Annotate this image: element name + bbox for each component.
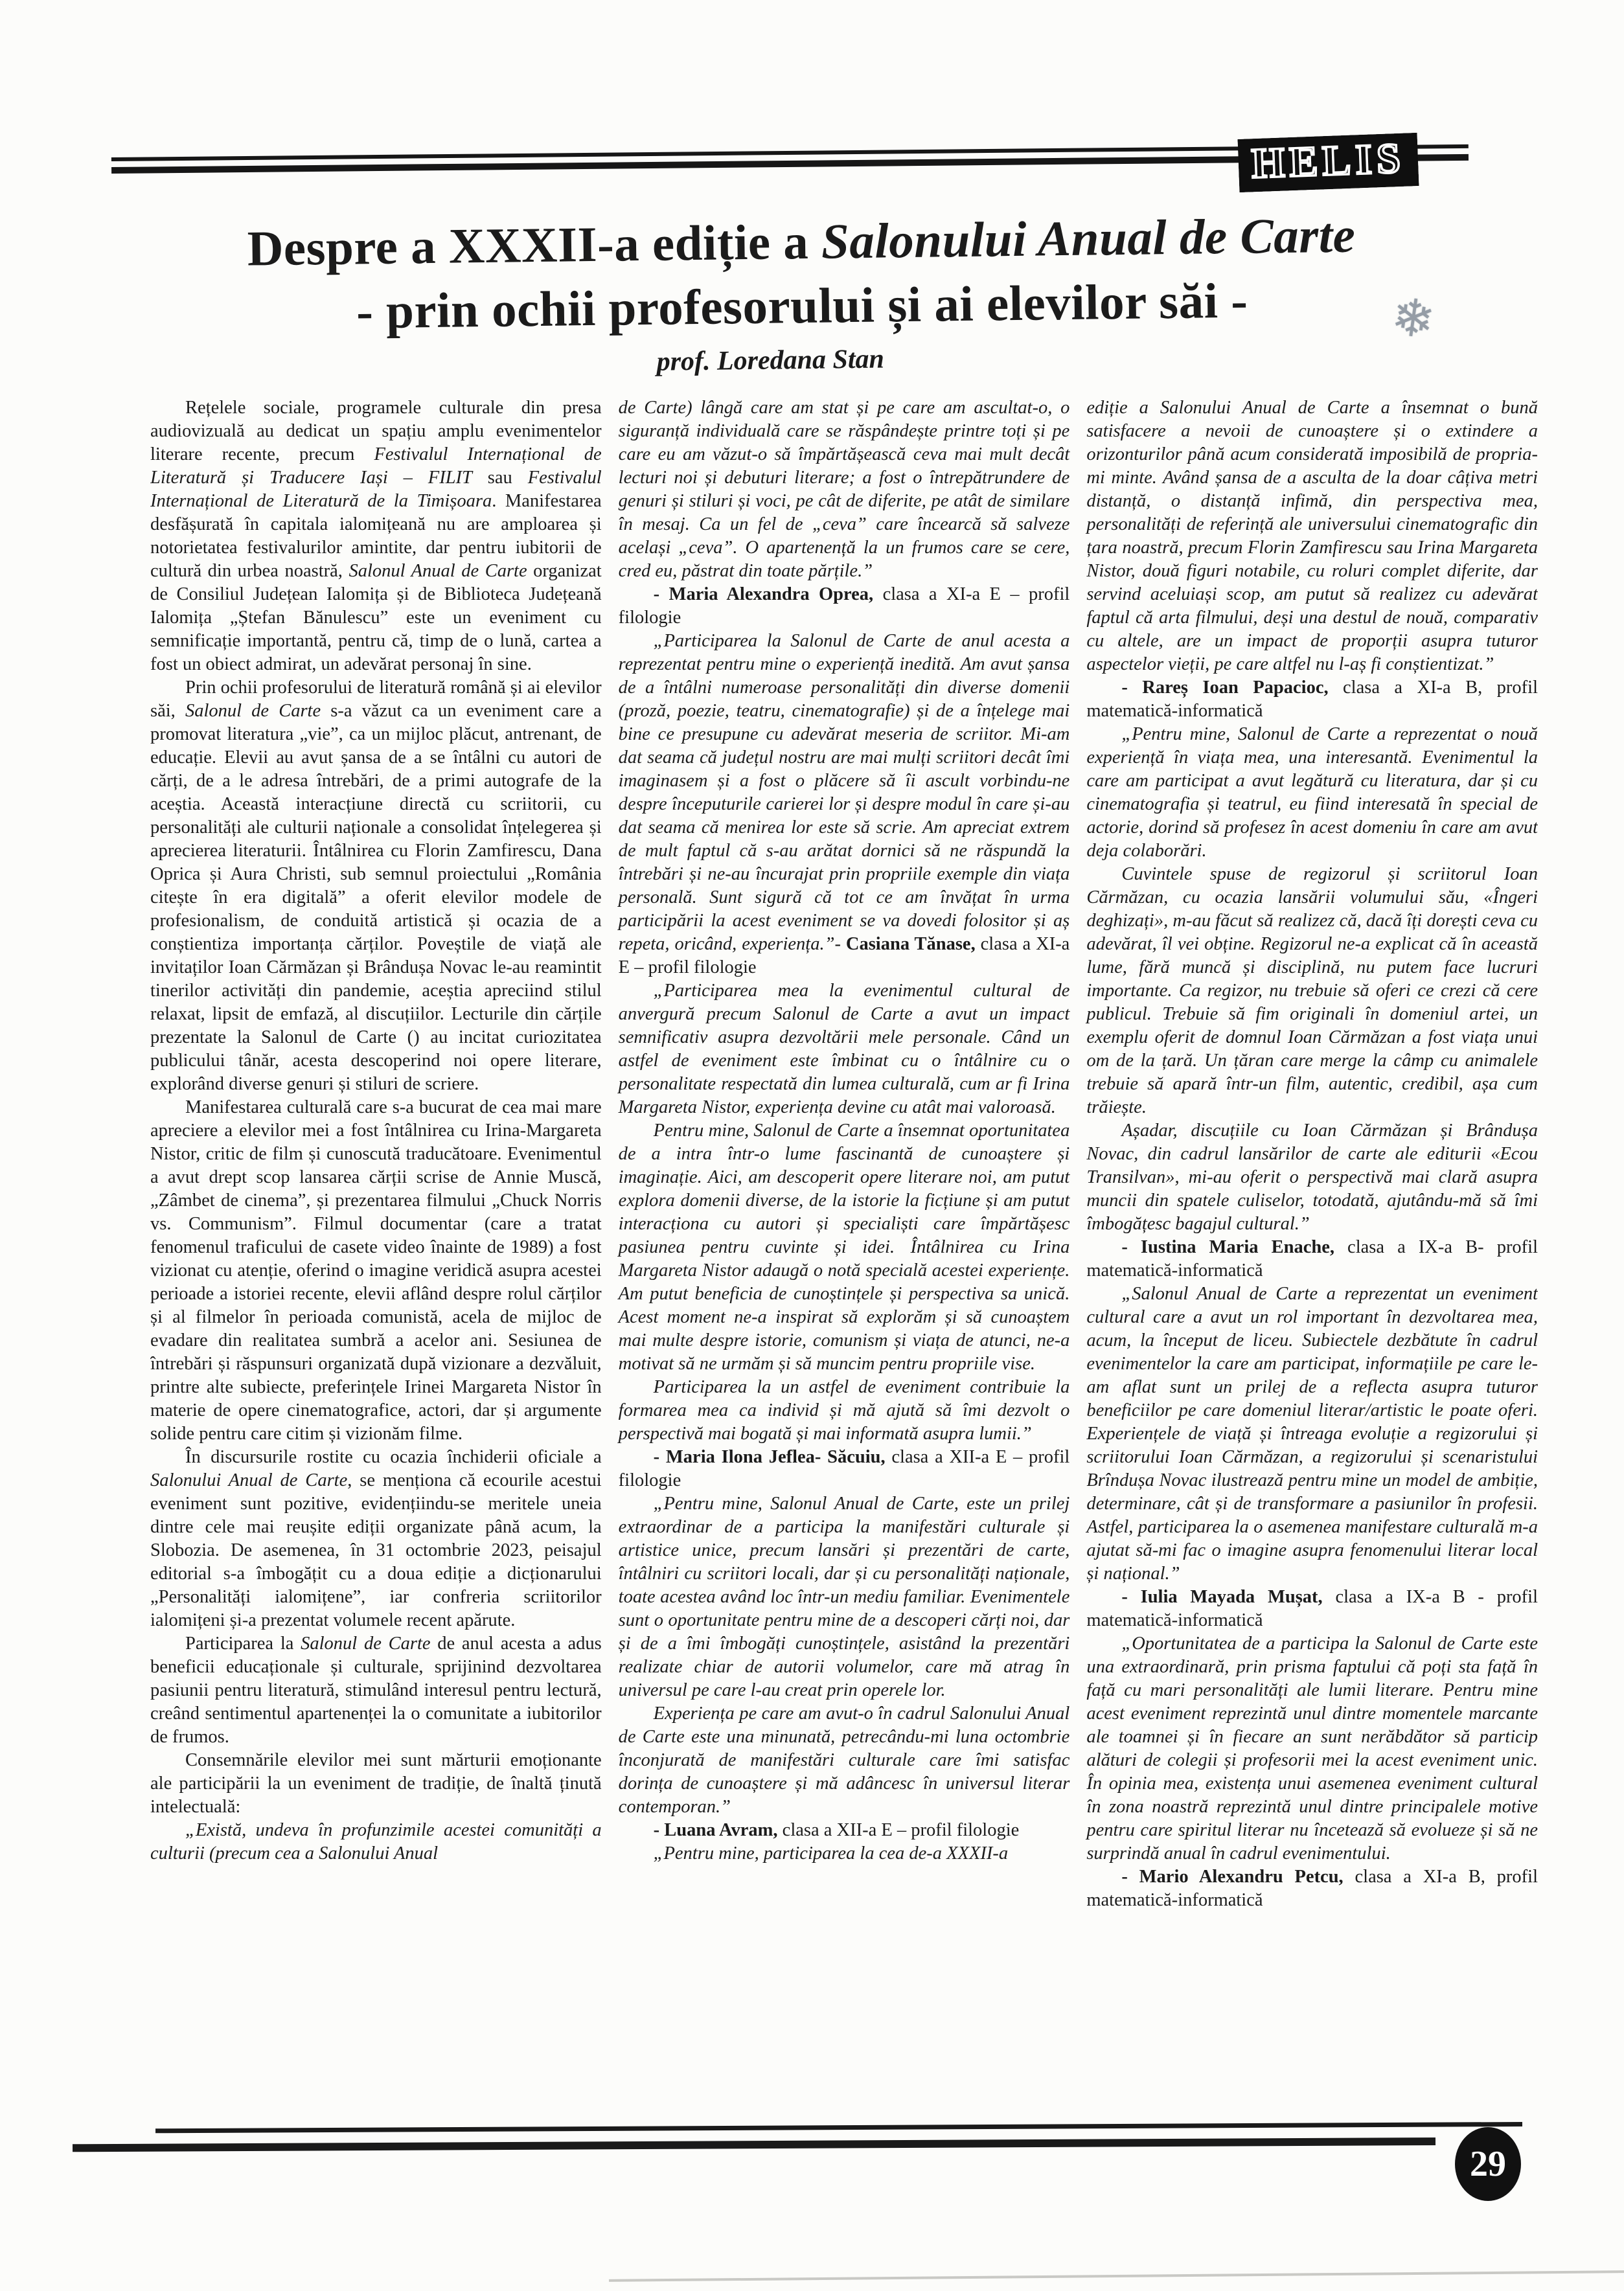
paragraph xyxy=(619,1819,1070,1842)
paragraph xyxy=(619,583,1070,630)
paragraph xyxy=(1086,1236,1538,1282)
text-segment: Prin ochii profesorului de literatură română și ai elevilor săi, xyxy=(150,678,602,721)
text-segment: clasa a XI-a B, profil matematică-informatică xyxy=(1086,1867,1538,1910)
text-segment: „Pentru mine, Salonul de Carte a reprezentat o nouă experiență în viața mea, una interesantă. Evenimentul la care am participat a avut legătură cu literatura, dar și cu cinematografia și teatrul, eu fiind interesată în special de actorie, dorind să profesez în acest domeniu în care am avut deja colaborări. xyxy=(1086,724,1538,861)
text-segment: organizat de Consiliul Județean Ialomița și de Biblioteca Județeană Ialomița „Ștefan Bănulescu” este un eveniment cu semnificație importantă, pentru că, timp de o lună, cartea a fost un obiect admirat, un adevărat personaj în sine. xyxy=(150,561,602,674)
text-segment: - Maria Alexandra Oprea, xyxy=(653,584,874,604)
paragraph xyxy=(1086,1586,1538,1632)
paragraph xyxy=(619,1376,1070,1446)
paragraph xyxy=(619,1119,1070,1376)
text-segment: de anul acesta a adus beneficii educaționale și culturale, sprijinind dezvoltarea pasiunii pentru literatură, stimulând interesul pentru lectură, creând sentimentul apartenenței la o comunitate a iubitorilor de frumos. xyxy=(150,1634,602,1747)
text-segment: de Carte) lângă care am stat și pe care am ascultat-o, o siguranță individuală care se răspândește printre toți și pe care eu am văzut-o să împărtășească ceva mai mult decât lecturi noi și debuturi literare; a fost o întrepătrundere de genuri și stiluri și voci, pe cât de diferite, pe atât de similare în mesaj. Ca un fel de „ceva” care încearcă să salveze același „ceva”. O apartenență la un frumos care se cere, cred eu, păstrat din toate părțile.” xyxy=(618,398,1070,581)
text-segment: Festivalul Internațional de Literatură și Traducere Iași – FILIT xyxy=(150,444,602,488)
text-segment: Salonul de Carte xyxy=(301,1634,431,1654)
title-italic-part: Salonului Anual de Carte xyxy=(821,207,1356,269)
text-segment: Participarea la xyxy=(185,1634,301,1654)
article-header xyxy=(108,204,1496,384)
text-segment: clasa a XII-a E – profil filologie xyxy=(777,1820,1020,1840)
paragraph xyxy=(150,1096,602,1446)
page-number-badge xyxy=(1455,2127,1521,2201)
text-segment: Manifestarea culturală care s-a bucurat de cea mai mare apreciere a elevilor mei a fost întâlnirea cu Irina-Margareta Nistor, critic de film și cunoscută traducătoare. Evenimentul a avut drept scop lansarea cărții scrise de Annie Muscă, „Zâmbet de cinema”, și prezentarea filmului „Chuck Norris vs. Communism”. Filmul documentar (care a tratat fenomenul traficului de casete video înainte de 1989) a fost vizionat cu atenție, oferind o imagine veridică asupra acestei perioade a istoriei recente, elevii aflând despre rolul cărților și al filmelor în perioada comunistă, acela de mijloc de evadare din realitatea sumbră a acelor ani. Sesiunea de întrebări și răspunsuri organizată după vizionare a dezvăluit, printre alte subiecte, preferințele Irinei Margareta Nistor în materie de opere cinematografice, actori, dar și argumente solide pentru care citim și vizionăm filme. xyxy=(150,1097,602,1444)
page-number: 29 xyxy=(1470,2144,1506,2184)
text-segment: - Rareș Ioan Papacioc, xyxy=(1121,678,1329,698)
title-regular-part: Despre a XXXII-a ediție a xyxy=(247,213,822,277)
paragraph xyxy=(1086,396,1538,676)
text-segment: „Există, undeva în profunzimile acestei comunități a culturii (precum cea a Salonului Anual xyxy=(150,1820,602,1864)
text-segment: Participarea la un astfel de eveniment contribuie la formarea mea ca individ și mă ajută să îmi dezvolt o perspectivă mai bogată și mai informată asupra lumii.” xyxy=(618,1377,1070,1444)
paragraph xyxy=(150,1446,602,1632)
text-segment: Cuvintele spuse de regizorul și scriitorul Ioan Cărmăzan, cu ocazia lansării volumului său, «Îngeri deghizați», m-au făcut să realizez că, dacă îți dorești ceva cu adevărat, îl vei obține. Regizorul ne-a explicat că în această lume, fără muncă și disciplină, nu putem face lucruri importante. Ca regizor, nu trebuie să oferi ce crezi că cere publicul. Trebuie să fim originali în domeniul artei, un exemplu oferit de domnul Ioan Cărmăzan a fost viața unui om de la țară. Un țăran care merge la câmp cu animalele trebuie să apară într-un film, autentic, credibil, așa cum trăiește. xyxy=(1086,864,1538,1117)
paragraph xyxy=(619,1702,1070,1819)
scan-artifact-line xyxy=(609,2270,1624,2282)
paragraph xyxy=(1086,1632,1538,1865)
article-column-3 xyxy=(1086,396,1538,2127)
text-segment: Așadar, discuțiile cu Ioan Cărmăzan și Brândușa Novac, din cadrul lansărilor de carte ale editurii «Ecou Transilvan», mi-au oferit o perspectivă mai clară asupra muncii din spatele culiselor, totodată, ajutându-mă să îmi îmbogățesc bagajul cultural.” xyxy=(1086,1121,1538,1234)
text-segment: clasa a XI-a E – profil filologie xyxy=(618,934,1070,977)
paragraph xyxy=(1086,1865,1538,1912)
text-segment: - Mario Alexandru Petcu, xyxy=(1121,1867,1344,1887)
text-segment: - Luana Avram, xyxy=(653,1820,778,1840)
text-segment: „Pentru mine, Salonul Anual de Carte, este un prilej extraordinar de a participa la manifestări culturale și artistice unice, precum lansări și prezentări de carte, întâlniri cu scriitori locali, dar și cu personalități naționale, toate acestea având loc într-un mediu familiar. Evenimentele sunt o oportunitate pentru mine de a descoperi cărți noi, dar și de a îmi îmbogăți cunoștințele, asistând la prezentări realizate chiar de autorii volumelor, care mă atrag în universul pe care l-au creat prin operele lor. xyxy=(618,1494,1070,1700)
article-column-1 xyxy=(150,396,602,2127)
text-segment: „Participarea la Salonul de Carte de anul acesta a reprezentat pentru mine o experiență inedită. Am avut șansa de a întâlni numeroase personalități din diverse domenii (proză, poezie, teatru, cinematografie) și de a înțelege mai bine ce presupune cu adevărat meseria de scriitor. Mi-am dat seama că județul nostru are mai mulți scriitori decât îmi imaginasem și a fost o plăcere să îi ascult vorbindu-ne despre începuturile carierei lor și despre modul în care și-au dat seama că menirea lor este să scrie. Am apreciat extrem de mult faptul că s-au arătat dornici să ne răspundă la întrebări și ne-au încurajat prin propriile exemple din viața personală. Sunt sigură că tot ce am învățat în urma participării la acest eveniment se va dovedi folositor și aș repeta, oricând, experiența.” xyxy=(618,631,1070,954)
text-segment: . Manifestarea desfășurată în capitala ialomițeană nu are amploarea și notorietatea festivalurilor amintite, dar pentru iubitorii de cultură din urbea noastră, xyxy=(150,491,602,581)
article-body xyxy=(150,396,1538,2127)
paragraph xyxy=(1086,863,1538,1119)
text-segment: clasa a XI-a B, profil matematică-informatică xyxy=(1086,678,1538,721)
byline: prof. Loredana Stan xyxy=(656,344,885,377)
text-segment: - Maria Ilona Jeflea- Săcuiu, xyxy=(653,1447,886,1467)
paragraph xyxy=(150,676,602,1096)
masthead-logo xyxy=(1238,133,1419,192)
paragraph xyxy=(1086,1119,1538,1236)
paragraph xyxy=(619,630,1070,979)
text-segment: „Oportunitatea de a participa la Salonul de Carte este una extraordinară, prin prisma faptului că poți sta față în față cu mari personalități ale lumii literare. Pentru mine acest eveniment reprezintă unul dintre momentele marcante ale toamnei și în fiecare an sunt nerăbdător să particip alături de colegii și profesorii mei la acest eveniment unic. În opinia mea, existența unui asemenea eveniment cultural în zona noastră reprezintă unul dintre principalele motive pentru care spiritul literar nu încetează să evolueze și să ne surprindă anual în cadrul evenimentului. xyxy=(1086,1634,1538,1864)
paragraph xyxy=(619,396,1070,583)
paragraph xyxy=(150,1749,602,1819)
text-segment: „Participarea mea la evenimentul cultural de anvergură precum Salonul de Carte a avut un impact semnificativ asupra dezvoltării mele personale. Când un astfel de eveniment este îmbinat cu o întâlnire cu o personalitate respectată din lumea culturală, cum ar fi Irina Margareta Nistor, experiența devine cu atât mai valoroasă. xyxy=(618,981,1070,1117)
paragraph xyxy=(619,979,1070,1119)
text-segment: „Pentru mine, participarea la cea de-a XXXII-a xyxy=(653,1843,1009,1864)
text-segment: Consemnările elevilor mei sunt mărturii emoționante ale participării la un eveniment de tradiție, de înaltă ținută intelectuală: xyxy=(150,1750,602,1817)
paragraph xyxy=(150,1819,602,1865)
snowflake-icon: ❄ xyxy=(1388,288,1439,351)
text-segment: - xyxy=(834,934,846,954)
text-segment: s-a văzut ca un eveniment care a promovat literatura „vie”, ca un mijloc plăcut, antrenant, de educație. Elevii au avut șansa de a se întâlni cu autori de cărți, de a le adresa întrebări, de a primi autografe de la aceștia. Această interacțiune directă cu scriitorii, cu personalități ale culturii naționale a consolidat înțelegerea și aprecierea literaturii. Întâlnirea cu Florin Zamfirescu, Dana Oprica și Aura Christi, sub semnul proiectului „România citește în era digitală” a oferit elevilor modele de profesionalism, de conduită artistică și ocazia de a conștientiza importanța cărților. Poveștile de viață ale invitaților Ioan Cărmăzan și Brândușa Novac le-au reamintit tinerilor activități din pandemie, aceștia apreciind stilul relaxat, lipsit de emfază, al discuțiilor. Lecturile din cărțile prezentate la Salonul de Carte () au incitat curiozitatea publicului tânăr, acesta descoperind noi opere literare, explorând diverse genuri și stiluri de scriere. xyxy=(150,701,602,1094)
text-segment: Salonului Anual de Carte xyxy=(150,1470,348,1490)
text-segment: Rețelele sociale, programele culturale din presa audiovizuală au dedicat un spațiu amplu evenimentelor literare recente, precum xyxy=(150,398,602,464)
text-segment: - Iustina Maria Enache, xyxy=(1121,1237,1334,1257)
paragraph xyxy=(619,1492,1070,1702)
text-segment: Salonul de Carte xyxy=(185,701,321,721)
text-segment: clasa a XI-a E – profil filologie xyxy=(618,584,1070,628)
text-segment: ediție a Salonului Anual de Carte a însemnat o bună satisfacere a nevoii de cunoaștere și o extindere a orizonturilor până acum considerată imposibilă de propria-mi minte. Având șansa de a asculta de la doar câțiva metri distanță, o distanță infimă, din perspectiva mea, personalități de referință ale universului cinematografic din țara noastră, precum Florin Zamfirescu sau Irina Margareta Nistor, două figuri notabile, cu roluri complet diferite, dar servind aceluiași scop, am putut să realizez cu adevărat faptul că arta filmului, deși una destul de nouă, comparativ cu altele, are un impact de proporții asupra tuturor aspectelor vieții, pe care altfel nu l-aș fi conștientizat.” xyxy=(1086,398,1538,674)
paragraph xyxy=(150,1632,602,1749)
paragraph xyxy=(1086,676,1538,723)
text-segment: „Salonul Anual de Carte a reprezentat un eveniment cultural care a avut un rol important în dezvoltarea mea, acum, la început de liceu. Subiectele dezbătute în cadrul evenimentelor la care am participat, informațiile pe care le-am aflat sunt un prilej de a reflecta asupra tuturor beneficiilor pe care domeniul literar/artistic le poate oferi. Experiențele de viață și întreaga evoluție a regizorului și scriitorului Ioan Cărmăzan, a regizorului și scenaristului Brîndușa Novac ilustrează pentru mine un model de ambiție, determinare, cât și de transformare a pasiunilor în profesii. Astfel, participarea la o asemenea manifestare culturală m-a ajutat să-mi fac o imagine asupra fenomenului literar local și național.” xyxy=(1086,1284,1538,1584)
text-segment: Casiana Tănase, xyxy=(845,934,976,954)
paragraph xyxy=(619,1446,1070,1492)
text-segment: clasa a IX-a B- profil matematică-informatică xyxy=(1086,1237,1538,1281)
paragraph xyxy=(619,1842,1070,1865)
text-segment: Pentru mine, Salonul de Carte a însemnat oportunitatea de a intra într-o lume fascinantă de cunoaștere și imaginație. Aici, am descoperit opere literare noi, am putut explora domenii diverse, de la istorie la ficțiune și am putut interacționa cu autori și specialiști care împărtășesc pasiunea pentru cuvinte și idei. Întâlnirea cu Irina Margareta Nistor adaugă o notă specială acestei experiențe. Am putut beneficia de cunoștințele și perspectiva sa unică. Acest moment ne-a inspirat să explorăm și să cunoaștem mai multe despre istorie, comunism și viața de atunci, ne-a motivat să ne urmăm și să muncim pentru propriile vise. xyxy=(618,1121,1070,1374)
text-segment: - Iulia Mayada Mușat, xyxy=(1121,1587,1323,1607)
masthead-logo-text: HELIS xyxy=(1250,134,1406,188)
text-segment: În discursurile rostite cu ocazia închiderii oficiale a xyxy=(185,1447,602,1467)
page-title-line2: - prin ochii profesorului și ai elevilor săi - xyxy=(356,272,1248,339)
text-segment: clasa a IX-a B - profil matematică-informatică xyxy=(1086,1587,1538,1630)
paragraph xyxy=(1086,1282,1538,1586)
page-title-line1 xyxy=(108,204,1495,280)
text-segment: Festivalul Internațional de Literatură de la Timișoara xyxy=(150,468,602,511)
paragraph xyxy=(1086,723,1538,863)
text-segment: Salonul Anual de Carte xyxy=(349,561,527,581)
text-segment: Experiența pe care am avut-o în cadrul Salonului Anual de Carte este una minunată, petrecându-mi luna octombrie înconjurată de manifestări culturale care îmi satisfac dorința de cunoaștere și mă adâncesc în universul literar contemporan.” xyxy=(618,1704,1070,1817)
text-segment: , se menționa că ecourile acestui eveniment sunt pozitive, evidențiindu-se meritele uneia dintre cele mai reușite ediții organizate până acum, la Slobozia. De asemenea, în 31 octombrie 2023, peisajul editorial s-a îmbogățit cu a doua ediție a dicționarului „Personalități ialomițene”, iar confreria scriitorilor ialomițeni și-a prezentat volumele recent apărute. xyxy=(150,1470,602,1630)
article-column-2 xyxy=(619,396,1070,2127)
paragraph xyxy=(150,396,602,676)
text-segment: clasa a XII-a E – profil filologie xyxy=(618,1447,1070,1490)
text-segment: sau xyxy=(472,468,528,488)
footer-rule-thick xyxy=(73,2137,1435,2152)
